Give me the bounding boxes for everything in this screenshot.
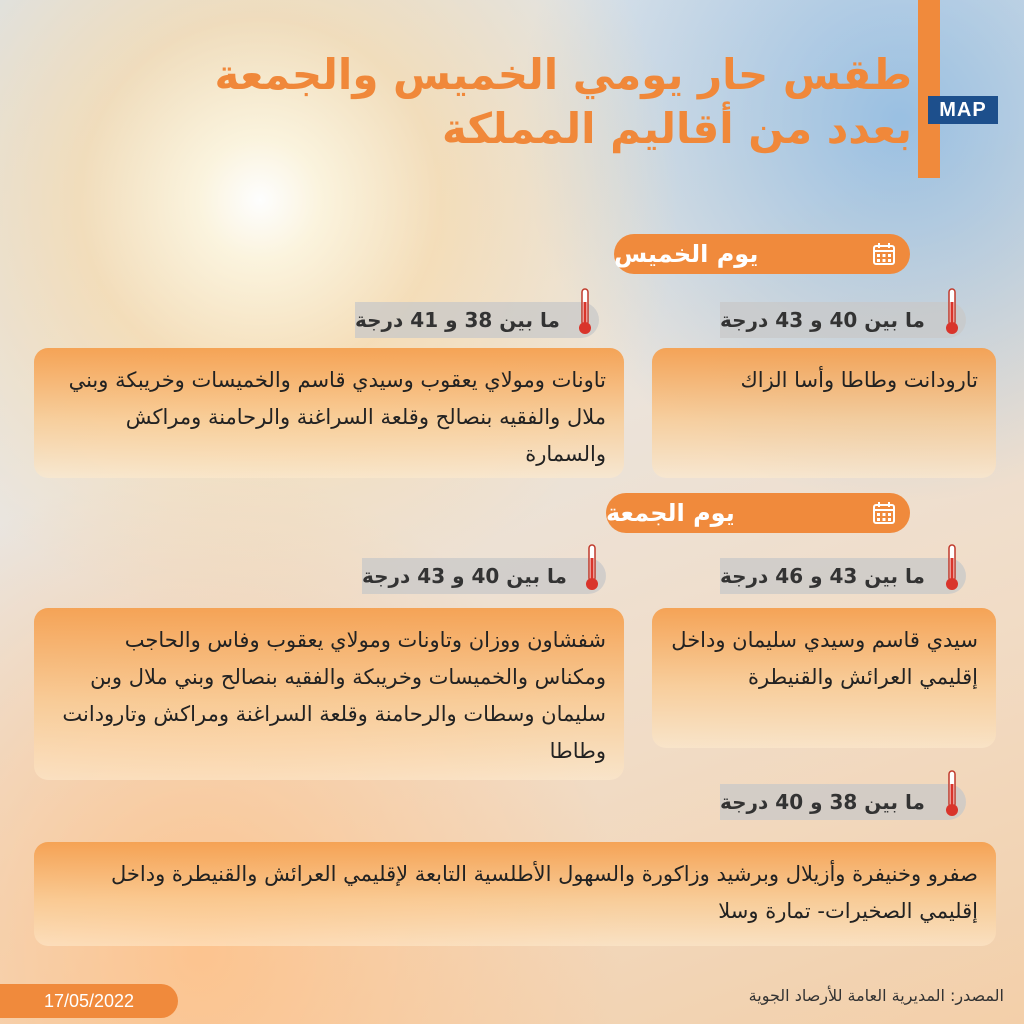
range-tab-fri-bottom (720, 784, 966, 820)
regions-text: تارودانت وطاطا وأسا الزاك (740, 368, 978, 392)
regions-text: شفشاون ووزان وتاونات ومولاي يعقوب وفاس والحاجب ومكناس والخميسات وخريبكة والفقيه بنصالح وبني ملال وبن سليمان وسطات والرحامنة وقلعة السراغنة ومراكش وتارودانت وطاطا (62, 628, 606, 763)
title-accent-bar (918, 0, 940, 178)
regions-card-fri-right (652, 608, 996, 748)
regions-card-fri-bottom (34, 842, 996, 946)
regions-card-thu-left (34, 348, 624, 478)
range-tab-fri-right (720, 558, 966, 594)
regions-text: تاونات ومولاي يعقوب وسيدي قاسم والخميسات وخريبكة وبني ملال والفقيه بنصالح وقلعة السراغنة والرحامنة ومراكش والسمارة (68, 368, 606, 466)
range-text: ما بين 40 و 43 درجة (720, 308, 925, 332)
range-text: ما بين 43 و 46 درجة (720, 564, 925, 588)
page-title (192, 48, 912, 156)
range-text: ما بين 38 و 40 درجة (720, 790, 925, 814)
regions-text: سيدي قاسم وسيدي سليمان وداخل إقليمي العرائش والقنيطرة (671, 628, 978, 689)
map-logo: MAP (928, 96, 998, 124)
regions-card-fri-left (34, 608, 624, 780)
range-tab-thu-right (720, 302, 966, 338)
regions-text: صفرو وخنيفرة وأزيلال وبرشيد وزاكورة والسهول الأطلسية التابعة لإقليمي العرائش والقنيطرة وداخل إقليمي الصخيرات- تمارة وسلا (111, 862, 978, 923)
title-line-1: طقس حار يومي الخميس والجمعة (214, 50, 912, 99)
day-label-thursday: يوم الخميس (614, 240, 759, 268)
range-tab-thu-left (355, 302, 599, 338)
thermometer-icon (577, 288, 593, 336)
day-label-friday: يوم الجمعة (606, 499, 735, 527)
day-pill-thursday (614, 234, 910, 274)
date-badge: 17/05/2022 (0, 984, 178, 1018)
range-text: ما بين 38 و 41 درجة (355, 308, 560, 332)
range-tab-fri-left (362, 558, 606, 594)
thermometer-icon (944, 770, 960, 818)
day-pill-friday (606, 493, 910, 533)
thermometer-icon (584, 544, 600, 592)
thermometer-icon (944, 288, 960, 336)
source-credit: المصدر: المديرية العامة للأرصاد الجوية (748, 986, 1004, 1005)
calendar-icon (872, 242, 896, 266)
thermometer-icon (944, 544, 960, 592)
calendar-icon (872, 501, 896, 525)
title-line-2: بعدد من أقاليم المملكة (442, 104, 912, 153)
regions-card-thu-right (652, 348, 996, 478)
range-text: ما بين 40 و 43 درجة (362, 564, 567, 588)
